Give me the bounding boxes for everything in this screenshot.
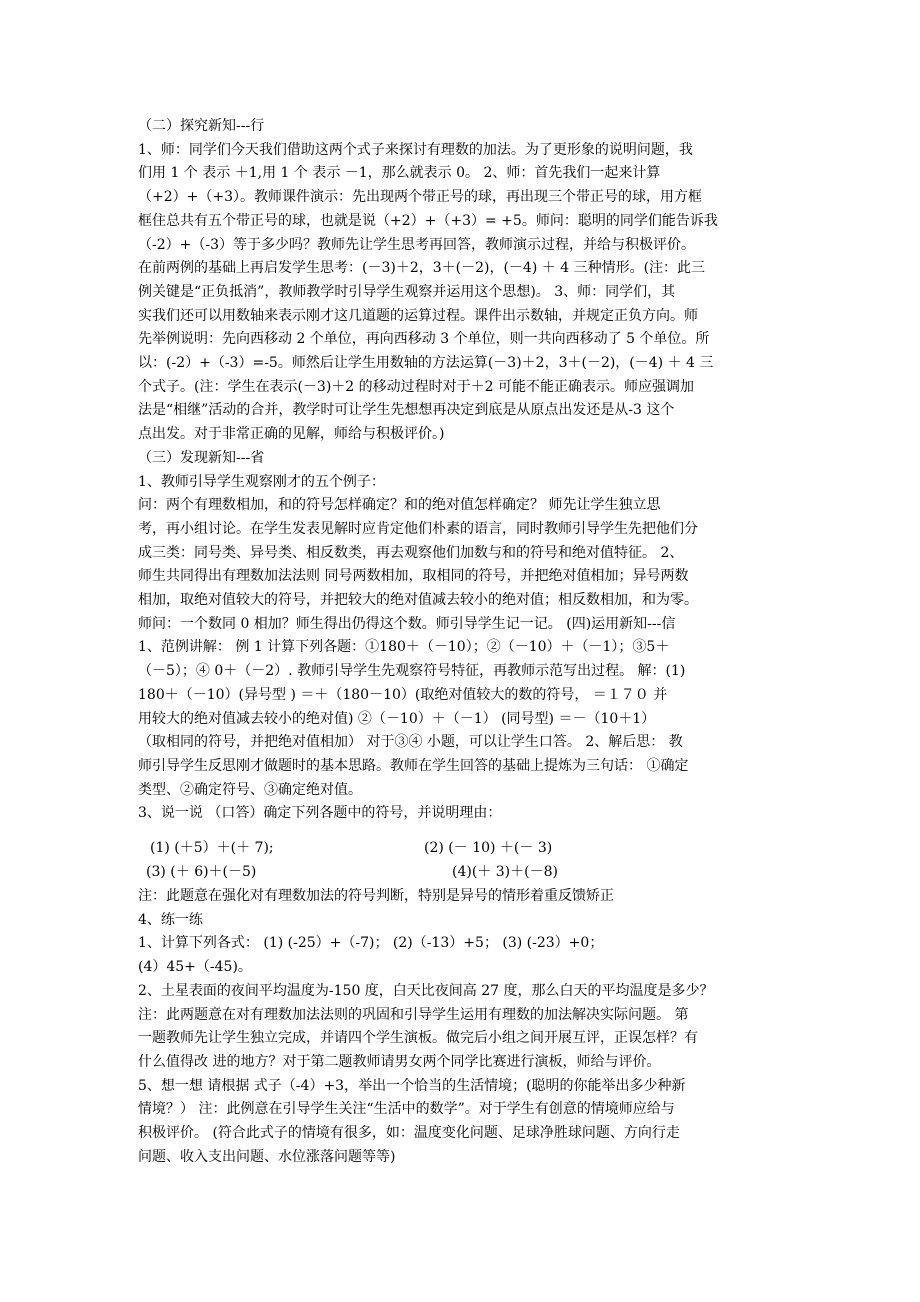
text-line: 们用 1 个 表示 ＋1,用 1 个 表示 －1，那么就表示 0。 2、师：首先我们一起来计算 bbox=[138, 165, 661, 182]
text-line: 3、说一说 （口答）确定下列各题中的符号，并说明理由： bbox=[138, 805, 502, 822]
text-line: 积极评价。 (符合此式子的情境有很多，如：温度变化问题、足球净胜球问题、方向行走 bbox=[138, 1125, 680, 1141]
text-line: （－5）；④ 0＋（－2）. 教师引导学生先观察符号特征，再教师示范写出过程。 解：(1) bbox=[138, 663, 686, 680]
text-line: 2、土星表面的夜间平均温度为-150 度，白天比夜间高 27 度，那么白天的平均温度是多少？ bbox=[138, 982, 714, 999]
text-line: 考，再小组讨论。在学生发表见解时应肯定他们朴素的语言，同时教师引导学生先把他们分 bbox=[138, 520, 698, 537]
text-line: 注：此两题意在对有理数加法法则的巩固和引导学生运用有理数的加法解决实际问题。 第 bbox=[138, 1006, 689, 1023]
text-line: 问题、收入支出问题、水位涨落问题等等) bbox=[138, 1148, 396, 1165]
text-line: 1、计算下列各式： (1) (-25）+（-7)； (2)（-13）+5； (3) (-23）+0； bbox=[138, 935, 604, 952]
exercise-3: (3) (＋ 6)＋(－5) bbox=[146, 864, 257, 880]
text-line: （二）探究新知---行 bbox=[138, 118, 265, 134]
text-line: 以：(-2）+（-3）=-5。师然后让学生用数轴的方法运算(－3)＋2，3＋(－2)，(－4) ＋ 4 三 bbox=[138, 355, 714, 371]
text-line: 用较大的绝对值减去较小的绝对值) ②（－10）＋（－1） (同号型) ＝－（10＋1） bbox=[138, 710, 656, 727]
text-line: 1、教师引导学生观察刚才的五个例子： bbox=[138, 473, 385, 490]
text-line: 一题教师先让学生独立完成，并请四个学生演板。做完后小组之间开展互评，正误怎样？有 bbox=[138, 1030, 698, 1047]
exercise-4: (4)(＋ 3)＋(－8) bbox=[452, 864, 558, 880]
text-line: 在前两例的基础上再启发学生思考：(－3)＋2，3＋(－2)，(－4) ＋ 4 三种情形。(注：此三 bbox=[138, 260, 706, 277]
text-line: 点出发。对于非常正确的见解，师给与积极评价。) bbox=[138, 426, 445, 443]
text-line: 4、练一练 bbox=[138, 911, 203, 928]
exercise-2: (2) (－ 10) ＋(－ 3) bbox=[424, 840, 553, 856]
text-line: 实我们还可以用数轴来表示刚才这几道题的运算过程。课件出示数轴，并规定正负方向。师 bbox=[138, 307, 698, 324]
text-line: 师问：一个数同 0 相加？师生得出仍得这个数。师引导学生记一记。 (四)运用新知---信 bbox=[138, 615, 676, 632]
text-line: （三）发现新知---省 bbox=[138, 449, 265, 466]
text-line: (4）45+（-45)。 bbox=[138, 959, 252, 976]
text-line: 师生共同得出有理数加法法则 同号两数相加，取相同的符号，并把绝对值相加；异号两数 bbox=[138, 568, 689, 585]
text-line: （-2）+（-3）等于多少吗？教师先让学生思考再回答，教师演示过程，并给与积极评价。 bbox=[138, 236, 696, 253]
text-line: 类型、②确定符号、③确定绝对值。 bbox=[138, 781, 362, 798]
text-line: （取相同的符号，并把绝对值相加） 对于③④ 小题，可以让学生口答。 2、解后思： 教 bbox=[138, 734, 683, 751]
text-line: （+2）+（+3）。教师课件演示：先出现两个带正号的球，再出现三个带正号的球，用方框 bbox=[138, 189, 703, 206]
text-line: 180＋（－10）(异号型 ) ＝＋（180－10）(取绝对值较大的数的符号， ＝１７０ 并 bbox=[138, 686, 668, 703]
text-line: 成三类：同号类、异号类、相反数类，再去观察他们加数与和的符号和绝对值特征。 2、 bbox=[138, 544, 684, 561]
text-line: 1、范例讲解： 例 1 计算下列各题：①180＋（－10）；②（－10）＋（－1）；③5＋ bbox=[138, 639, 670, 656]
text-line: 问：两个有理数相加，和的符号怎样确定？和的绝对值怎样确定？ 师先让学生独立思 bbox=[138, 497, 661, 514]
text-line: 5、想一想 请根据 式子（-4）+3，举出一个恰当的生活情境；(聪明的你能举出多少种新 bbox=[138, 1077, 686, 1094]
text-line: 框住总共有五个带正号的球，也就是说（+2）+（+3）= +5。师问：聪明的同学们能告诉我 bbox=[138, 212, 718, 229]
exercise-1: (1) (＋5）＋(＋ 7); bbox=[150, 840, 274, 856]
text-line: 法是“相继”活动的合并，教学时可让学生先想想再决定到底是从原点出发还是从-3 这个 bbox=[138, 402, 675, 419]
text-line: 情境？） 注：此例意在引导学生关注“生活中的数学”。对于学生有创意的情境师应给与 bbox=[138, 1101, 675, 1118]
text-line: 先举例说明：先向西移动 2 个单位，再向西移动 3 个单位，则一共向西移动了 5 个单位。所 bbox=[138, 331, 710, 348]
text-line: 个式子。(注：学生在表示(－3)＋2 的移动过程时对于＋2 可能不能正确表示。师应强调加 bbox=[138, 378, 695, 395]
text-line: 例关键是“正负抵消”，教师教学时引导学生观察并运用这个思想)。 3、师：同学们，其 bbox=[138, 283, 676, 300]
text-line: 1、师：同学们今天我们借助这两个式子来探讨有理数的加法。为了更形象的说明问题，我 bbox=[138, 141, 693, 158]
text-line: 什么值得改 进的地方？对于第二题教师请男女两个同学比赛进行演板，师给与评价。 bbox=[138, 1053, 661, 1070]
text-line: 师引导学生反思刚才做题时的基本思路。教师在学生回答的基础上提炼为三句话： ①确定 bbox=[138, 757, 689, 774]
text-line: 注：此题意在强化对有理数加法的符号判断，特别是异号的情形着重反馈矫正 bbox=[138, 888, 614, 904]
text-line: 相加，取绝对值较大的符号，并把较大的绝对值减去较小的绝对值；相反数相加，和为零。 bbox=[138, 592, 698, 608]
